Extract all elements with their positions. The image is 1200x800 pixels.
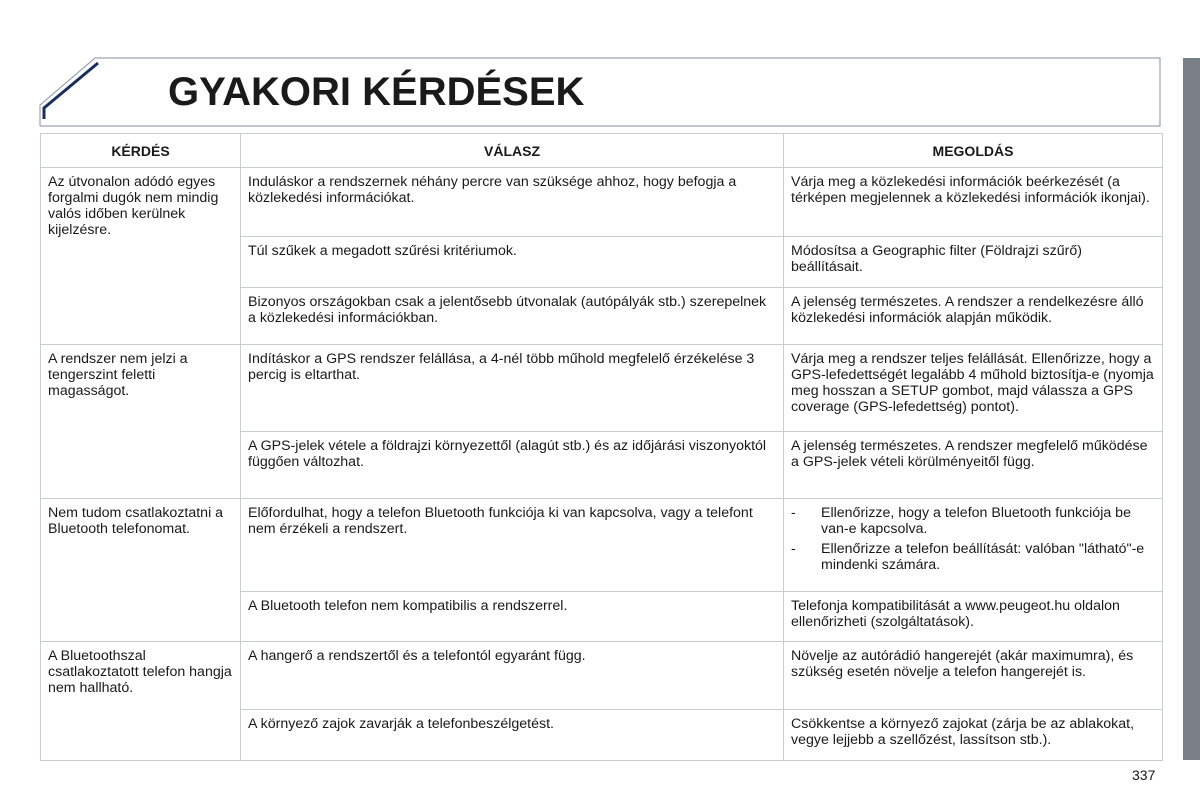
solution-list-item (791, 541, 1155, 573)
question-cell: Nem tudom csatlakoztatni a Bluetooth telefonomat. (41, 499, 241, 642)
answer-cell: A Bluetooth telefon nem kompatibilis a rendszerrel. (241, 592, 784, 642)
solution-cell: Módosítsa a Geographic filter (Földrajzi szűrő) beállításait. (784, 237, 1163, 288)
solution-cell: A jelenség természetes. A rendszer megfelelő működése a GPS-jelek vételi körülményeitől függ. (784, 432, 1163, 499)
question-cell: A Bluetoothszal csatlakoztatott telefon hangja nem hallható. (41, 642, 241, 761)
answer-cell: Indításkor a GPS rendszer felállása, a 4-nél több műhold megfelelő érzékelése 3 percig is eltarthat. (241, 345, 784, 432)
answer-cell: Túl szűkek a megadott szűrési kritériumok. (241, 237, 784, 288)
question-cell: A rendszer nem jelzi a tengerszint feletti magasságot. (41, 345, 241, 499)
table-row (41, 168, 1163, 237)
answer-cell: Bizonyos országokban csak a jelentősebb útvonalak (autópályák stb.) szerepelnek a közlekedési információkban. (241, 288, 784, 345)
solution-cell (784, 499, 1163, 592)
header-answer: VÁLASZ (241, 134, 784, 168)
table-row (41, 345, 1163, 432)
solution-list (791, 505, 1155, 573)
solution-cell: Csökkentse a környező zajokat (zárja be az ablakokat, vegye lejjebb a szellőzést, lassítson stb.). (784, 710, 1163, 761)
solution-list-item (791, 505, 1155, 537)
solution-cell: Várja meg a közlekedési információk beérkezését (a térképen megjelennek a közlekedési információk ikonjai). (784, 168, 1163, 237)
table-row (41, 499, 1163, 592)
answer-cell: A GPS-jelek vétele a földrajzi környezettől (alagút stb.) és az időjárási viszonyoktól függően változhat. (241, 432, 784, 499)
question-cell: Az útvonalon adódó egyes forgalmi dugók nem mindig valós időben kerülnek kijelzésre. (41, 168, 241, 345)
page-number: 337 (1132, 767, 1156, 783)
list-dash: - (791, 541, 796, 557)
solution-list-text: Ellenőrizze a telefon beállítását: valóban "látható"-e mindenki számára. (821, 541, 1145, 573)
solution-cell: Telefonja kompatibilitását a www.peugeot.hu oldalon ellenőrizheti (szolgáltatások). (784, 592, 1163, 642)
solution-cell: Várja meg a rendszer teljes felállását. Ellenőrizze, hogy a GPS-lefedettségét legalább 4 műhold biztosítja-e (nyomja meg hosszan a SETUP gombot, majd válassza a GPS coverage (GPS-lefedettség) pontot). (784, 345, 1163, 432)
table-row (41, 642, 1163, 710)
answer-cell: A hangerő a rendszertől és a telefontól egyaránt függ. (241, 642, 784, 710)
page-title: GYAKORI KÉRDÉSEK (168, 70, 585, 114)
faq-table (40, 133, 1163, 761)
answer-cell: Előfordulhat, hogy a telefon Bluetooth funkciója ki van kapcsolva, vagy a telefont nem érzékeli a rendszert. (241, 499, 784, 592)
header-solution: MEGOLDÁS (784, 134, 1163, 168)
header-question: KÉRDÉS (41, 134, 241, 168)
answer-cell: A környező zajok zavarják a telefonbeszélgetést. (241, 710, 784, 761)
answer-cell: Induláskor a rendszernek néhány percre van szüksége ahhoz, hogy befogja a közlekedési információkat. (241, 168, 784, 237)
solution-cell: A jelenség természetes. A rendszer a rendelkezésre álló közlekedési információk alapján működik. (784, 288, 1163, 345)
table-header-row (41, 134, 1163, 168)
list-dash: - (791, 505, 796, 521)
side-tab (1183, 58, 1200, 760)
solution-list-text: Ellenőrizze, hogy a telefon Bluetooth funkciója be van-e kapcsolva. (821, 505, 1131, 537)
solution-cell: Növelje az autórádió hangerejét (akár maximumra), és szükség esetén növelje a telefon hangerejét is. (784, 642, 1163, 710)
